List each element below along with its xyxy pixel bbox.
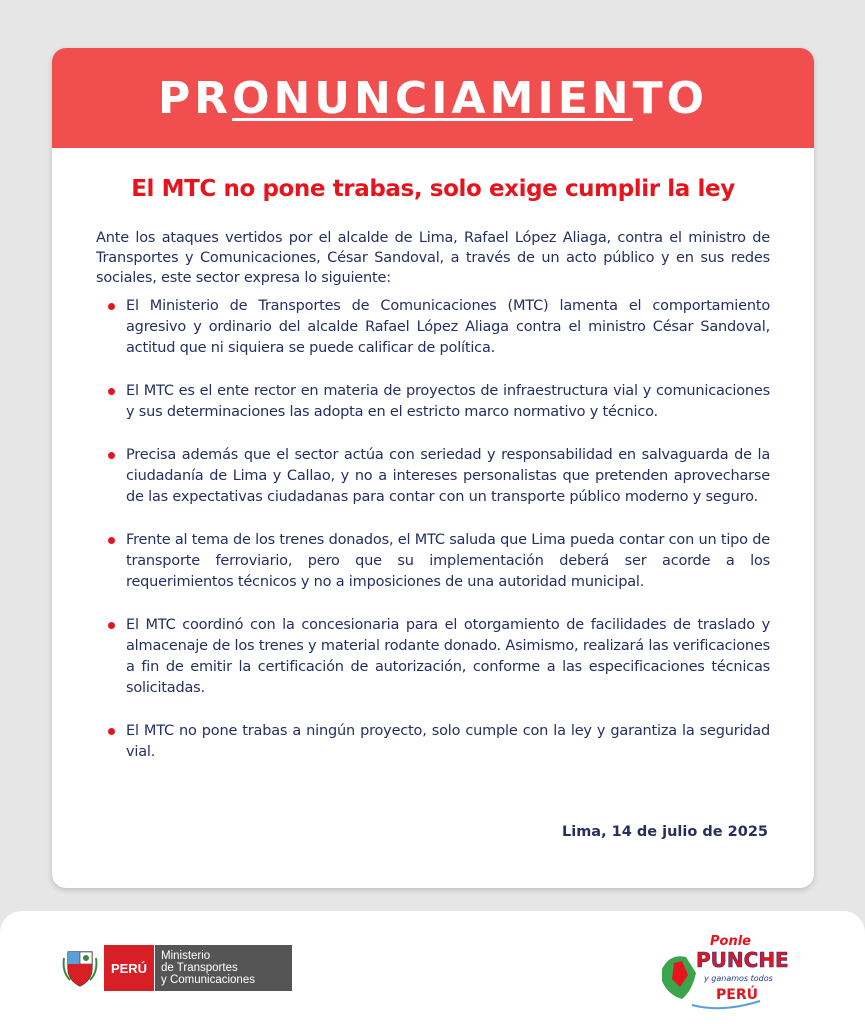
intro-paragraph: Ante los ataques vertidos por el alcalde de Lima, Rafael López Aliaga, contra el ministro de Transportes y Comunicaciones, César Sandoval, a través de un acto público y en sus redes sociales, este sector expresa lo siguiente: — [96, 230, 770, 286]
list-item: El Ministerio de Transportes de Comunicaciones (MTC) lamenta el comportamiento agresivo y ordinario del alcalde Rafael López Aliaga contra el ministro César Sandoval, actitud que ni siquiera se puede calificar de política. — [108, 296, 770, 359]
svg-text:PUNCHE: PUNCHE — [696, 948, 789, 972]
page-title — [158, 73, 708, 124]
title-part-3: TO — [632, 72, 709, 124]
header-banner — [52, 48, 814, 148]
svg-text:y ganamos todos: y ganamos todos — [704, 974, 773, 983]
statement-points — [108, 296, 770, 763]
svg-text:Ponle: Ponle — [710, 934, 751, 949]
title-part-underlined: ONUNCIAMIEN — [232, 72, 633, 124]
ministry-name — [154, 945, 292, 991]
list-item: Frente al tema de los trenes donados, el MTC saluda que Lima pueda contar con un tipo de transporte ferroviario, pero que su implementación deberá ser acorde a los requerimientos técnicos y no a imposiciones de una autoridad municipal. — [108, 530, 770, 593]
peru-label: PERÚ — [104, 945, 154, 991]
statement-date: Lima, 14 de julio de 2025 — [561, 824, 768, 840]
government-logo — [62, 945, 292, 991]
list-item: El MTC es el ente rector en materia de proyectos de infraestructura vial y comunicaciones y sus determinaciones las adopta en el estricto marco normativo y técnico. — [108, 381, 770, 423]
ministry-line-1: Ministerio — [161, 950, 211, 962]
coat-of-arms-icon — [62, 948, 98, 988]
list-item: El MTC coordinó con la concesionaria para el otorgamiento de facilidades de traslado y almacenaje de los trenes y material rodante donado. Asimismo, realizará las verificaciones a fin de emitir la certificación de autorización, conforme a las especificaciones técnicas solicitadas. — [108, 615, 770, 699]
list-item: El MTC no pone trabas a ningún proyecto, solo cumple con la ley y garantiza la seguridad vial. — [108, 721, 770, 763]
ministry-line-3: y Comunicaciones — [161, 974, 255, 986]
list-item: Precisa además que el sector actúa con seriedad y responsabilidad en salvaguarda de la ciudadanía de Lima y Callao, y no a intereses personalistas que pretenden aprovecharse de las expectativas ciudadanas para contar con un transporte público moderno y seguro. — [108, 445, 770, 508]
ponle-punche-logo — [652, 929, 792, 1015]
footer — [0, 911, 865, 1024]
ministry-line-2: de Transportes — [161, 962, 238, 974]
svg-text:PERÚ: PERÚ — [716, 987, 758, 1003]
title-part-1: PR — [157, 72, 233, 124]
statement-subtitle: El MTC no pone trabas, solo exige cumplir la ley — [131, 176, 735, 202]
statement-card — [52, 48, 814, 888]
